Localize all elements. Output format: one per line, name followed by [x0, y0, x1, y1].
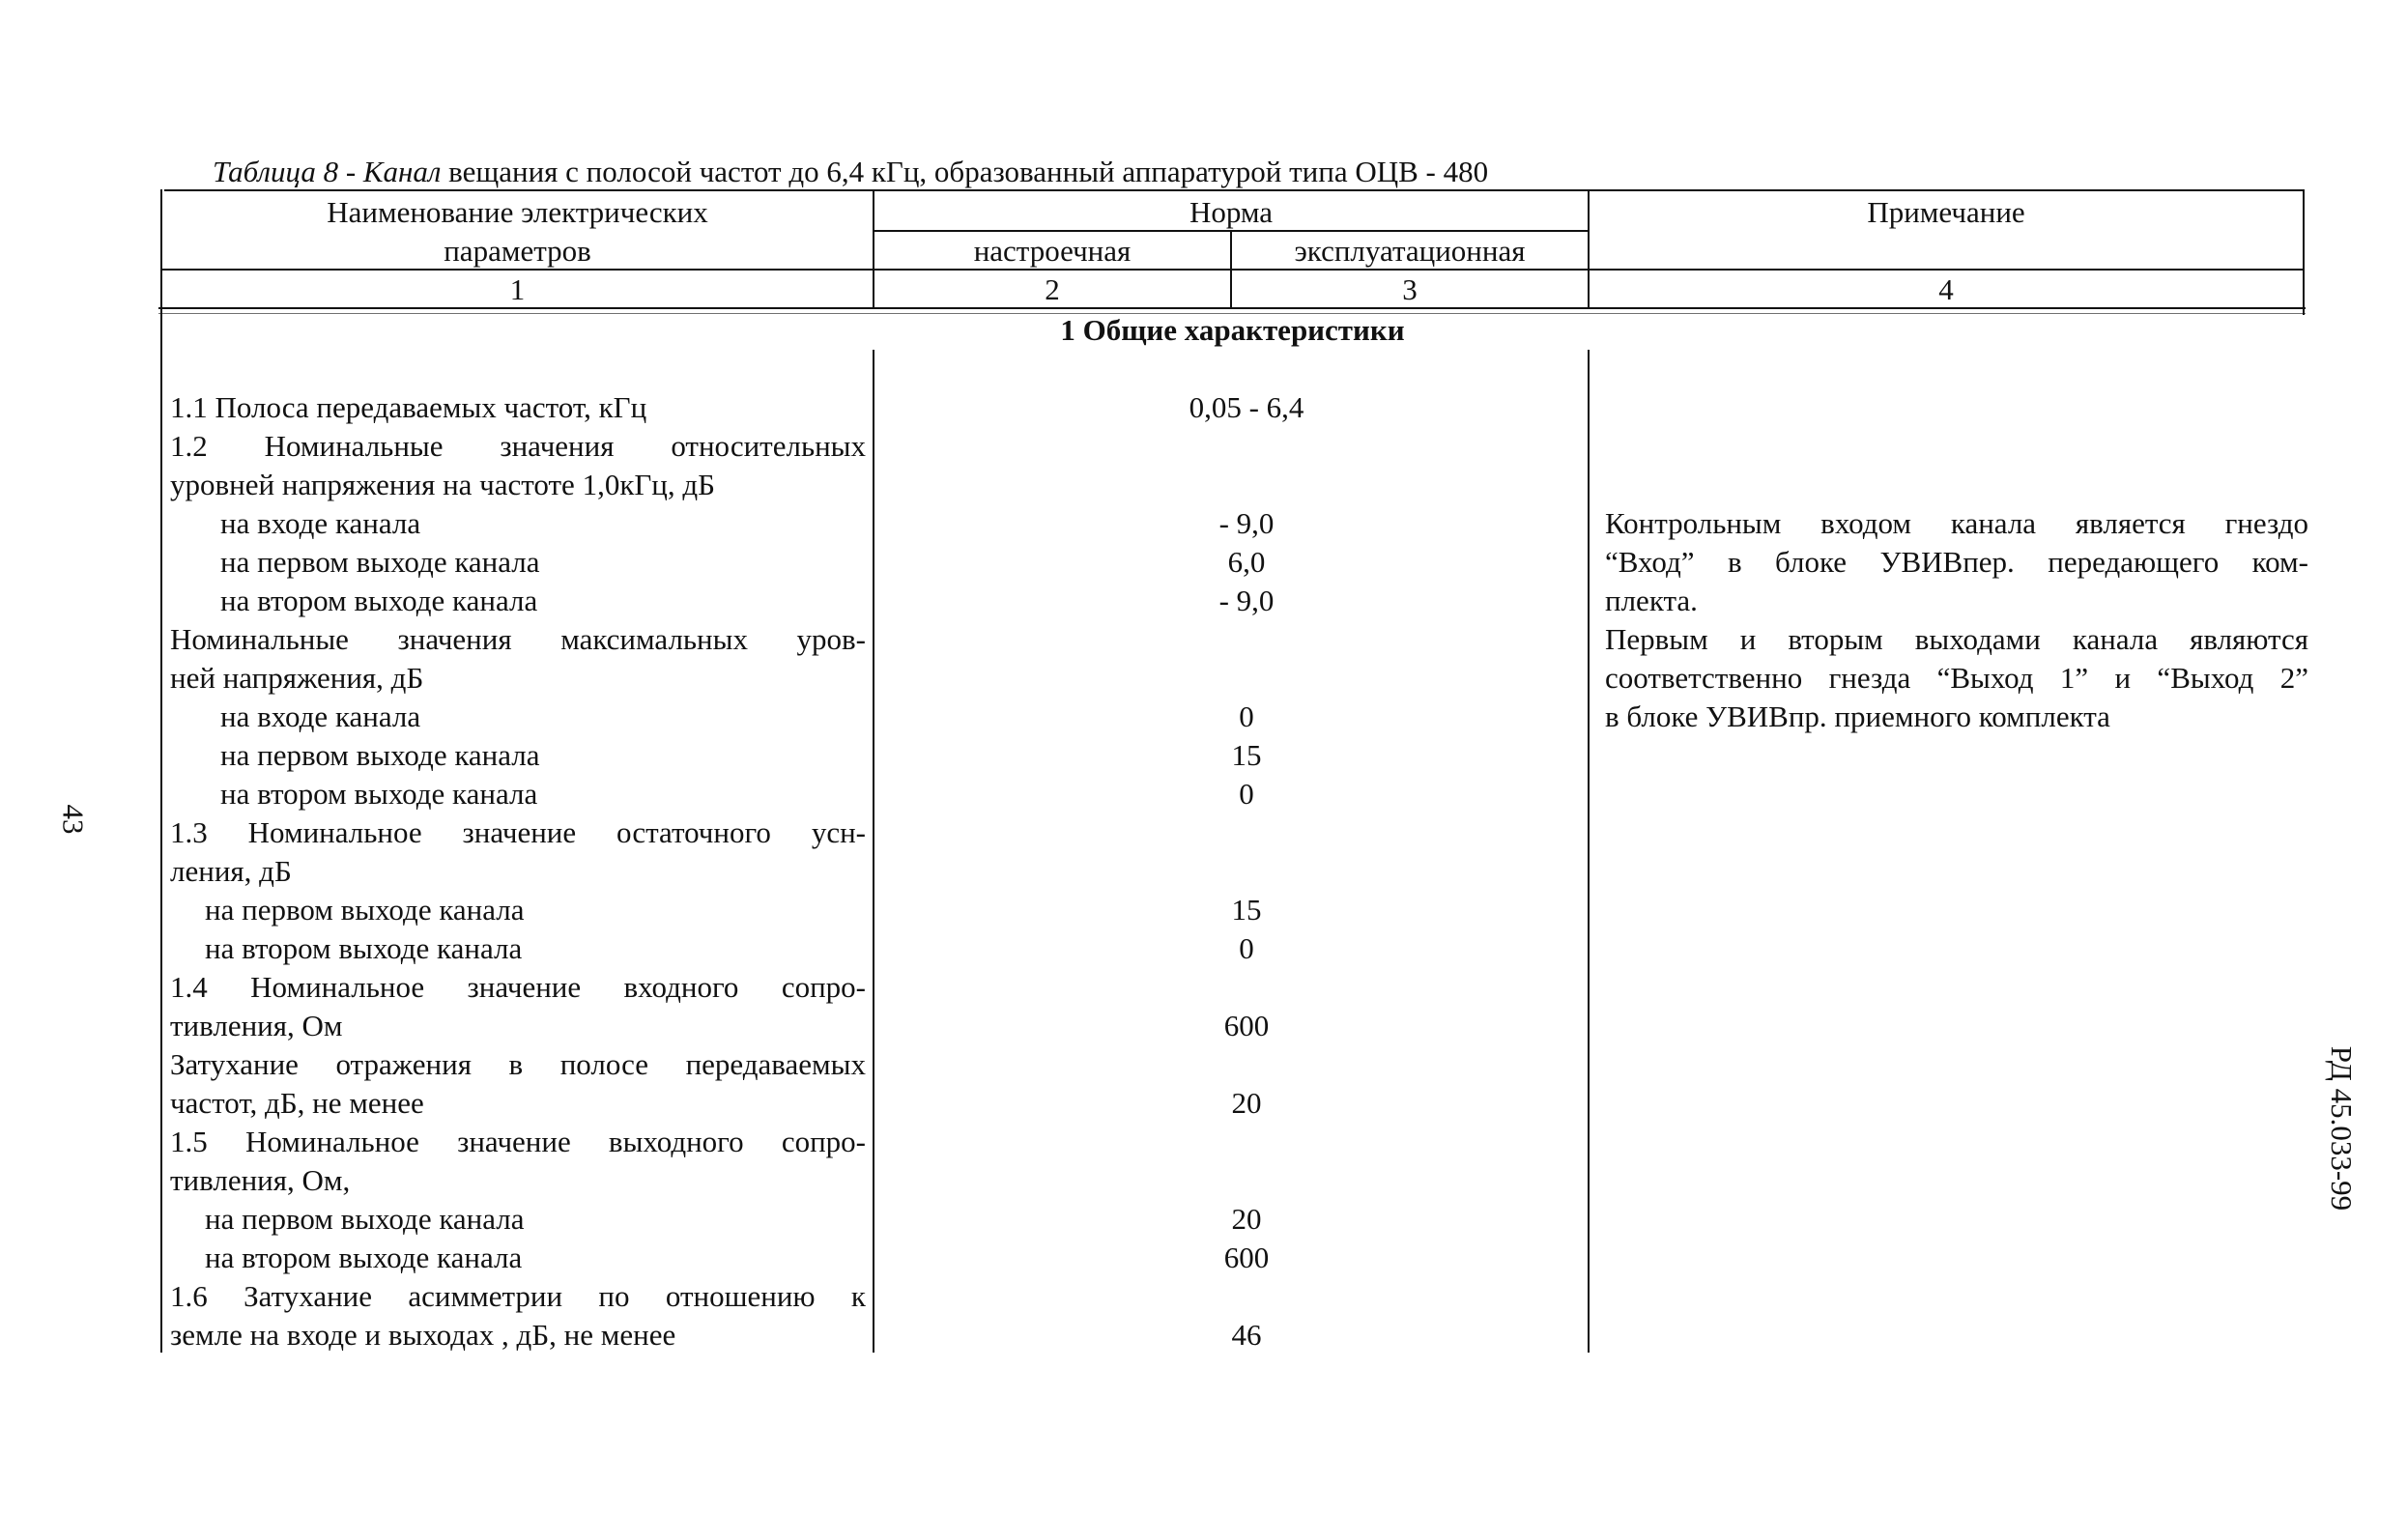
- parameter-value: 0,05 - 6,4: [1189, 390, 1304, 424]
- table-caption: [213, 155, 1488, 189]
- parameter-value: 0: [1239, 931, 1254, 965]
- parameter-row: на первом выходе канала: [205, 893, 525, 927]
- parameter-row: тивления, Ом: [170, 1009, 343, 1042]
- parameter-row: ней напряжения, дБ: [170, 661, 424, 695]
- parameter-row: ления, дБ: [170, 854, 292, 888]
- section-title: 1 Общие характеристики: [1060, 313, 1405, 347]
- header-norm-operational: эксплуатационная: [1294, 234, 1526, 268]
- parameter-value: 15: [1231, 893, 1262, 927]
- header-number-3: 3: [1402, 272, 1418, 306]
- grid-line: [160, 189, 162, 1353]
- parameter-value: 600: [1223, 1241, 1270, 1274]
- parameter-row: на первом выходе канала: [205, 1202, 525, 1236]
- grid-line: [2303, 189, 2305, 315]
- document-code: РД 45.033-99: [2325, 1045, 2360, 1212]
- parameter-row: 1.3 Номинальное значение остаточного усн-: [170, 815, 866, 849]
- parameter-row: на втором выходе канала: [220, 777, 538, 811]
- page-number: 43: [56, 804, 91, 835]
- parameter-value: - 9,0: [1218, 584, 1275, 617]
- parameter-row: 1.5 Номинальное значение выходного сопро-: [170, 1125, 866, 1158]
- parameter-value: 0: [1239, 777, 1254, 811]
- parameter-row: уровней напряжения на частоте 1,0кГц, дБ: [170, 468, 715, 501]
- note-line: плекта.: [1605, 584, 1698, 617]
- header-number-4: 4: [1938, 272, 1954, 306]
- parameter-row: 1.1 Полоса передаваемых частот, кГц: [170, 390, 647, 424]
- parameter-row: Номинальные значения максимальных уров-: [170, 622, 866, 656]
- note-line: соответственно гнезда “Выход 1” и “Выход 2”: [1605, 661, 2308, 695]
- note-line: Первым и вторым выходами канала являются: [1605, 622, 2308, 656]
- header-col1-line2: параметров: [444, 234, 591, 268]
- table-caption-label: Таблица 8 - Канал: [213, 155, 442, 188]
- parameter-value: 20: [1231, 1086, 1262, 1120]
- header-col1-line1: Наименование электрических: [327, 195, 708, 229]
- parameter-row: на втором выходе канала: [205, 931, 523, 965]
- header-number-1: 1: [509, 272, 526, 306]
- header-norm: Норма: [1189, 195, 1274, 229]
- parameter-row: 1.2 Номинальные значения относительных: [170, 429, 866, 463]
- parameter-row: тивления, Ом,: [170, 1163, 351, 1197]
- grid-line: [1588, 350, 1590, 1353]
- parameter-row: 1.6 Затухание асимметрии по отношению к: [170, 1279, 866, 1313]
- note-line: в блоке УВИВпр. приемного комплекта: [1605, 699, 2110, 733]
- header-note: Примечание: [1867, 195, 2025, 229]
- parameter-row: 1.4 Номинальное значение входного сопро-: [170, 970, 866, 1004]
- parameter-value: 46: [1231, 1318, 1262, 1352]
- parameter-row: на входе канала: [220, 506, 421, 540]
- parameter-value: 20: [1231, 1202, 1262, 1236]
- note-line: Контрольным входом канала является гнездо: [1605, 506, 2308, 540]
- grid-line: [164, 189, 2303, 191]
- parameter-value: 15: [1231, 738, 1262, 772]
- parameter-row: на первом выходе канала: [220, 738, 540, 772]
- parameter-row: на входе канала: [220, 699, 421, 733]
- grid-line: [873, 350, 874, 1353]
- parameter-value: 0: [1239, 699, 1254, 733]
- parameter-row: частот, дБ, не менее: [170, 1086, 424, 1120]
- parameters-column: [170, 388, 866, 1355]
- parameter-row: земле на входе и выходах , дБ, не менее: [170, 1318, 676, 1352]
- header-number-2: 2: [1045, 272, 1060, 306]
- parameter-row: на первом выходе канала: [220, 545, 540, 579]
- parameter-value: 6,0: [1227, 545, 1266, 579]
- header-norm-setup: настроечная: [973, 234, 1132, 268]
- note-line: “Вход” в блоке УВИВпер. передающего ком-: [1605, 545, 2308, 579]
- notes-column: [1605, 504, 2308, 736]
- parameter-row: Затухание отражения в полосе передаваемых: [170, 1047, 866, 1081]
- parameter-row: на втором выходе канала: [205, 1241, 523, 1274]
- parameter-value: 600: [1223, 1009, 1270, 1042]
- table-caption-text: вещания с полосой частот до 6,4 кГц, образованный аппаратурой типа ОЦВ - 480: [448, 155, 1489, 188]
- parameter-value: - 9,0: [1218, 506, 1275, 540]
- parameter-row: на втором выходе канала: [220, 584, 538, 617]
